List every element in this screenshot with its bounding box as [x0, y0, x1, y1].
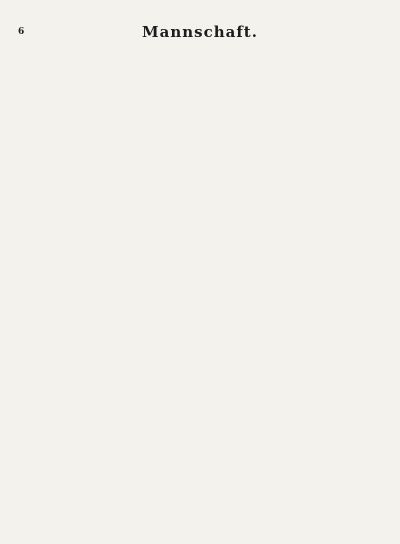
roster-columns: [10, 46, 390, 532]
page-number: 6: [18, 27, 25, 37]
left-roster-column: [10, 46, 196, 532]
right-roster-column: [204, 46, 390, 532]
page-title: Mannschaft.: [142, 23, 258, 41]
